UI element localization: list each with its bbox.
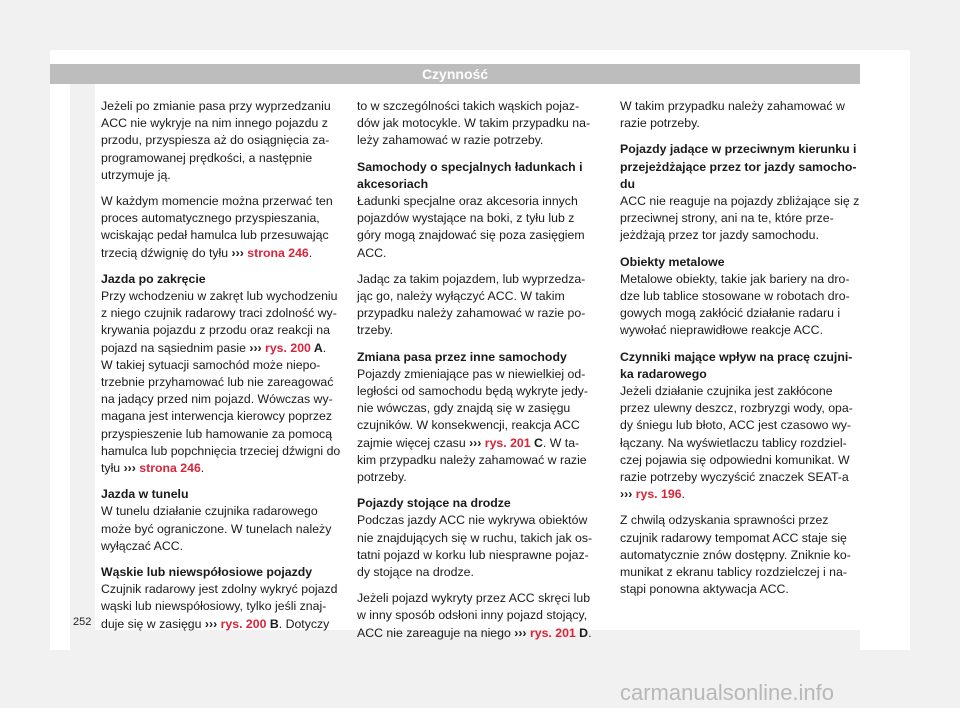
paragraph: W takim przypadku należy zahamować w razie potrzeby.	[620, 99, 845, 131]
arrow-icon: ›››	[620, 487, 633, 502]
paragraph: Przy wchodzeniu w zakręt lub wychodzeniu z niego czujnik radarowy traci zdolność wy-krywania pojazdu z przodu oraz reakcji na pojazd na sąsiednim pasie ››› rys. 200 A. W takiej sytuacji samochód może niepo-trzebnie przyhamować lub nie zareagować na jadący przed nim pojazd. Wówczas wy-magana jest interwencja kierowcy poprzez przyspieszenie lub hamowanie za pomocą hamulca lub popchnięcia trzeciej dźwigni do tyłu ››› strona 246.	[101, 289, 341, 476]
paragraph: Podczas jazdy ACC nie wykrywa obiektów nie znajdujących się w ruchu, takich jak os-tatni pojazd w korku lub niesprawne pojaz-dy stojące na drodze.	[357, 513, 593, 580]
subheading: Pojazdy stojące na drodze	[357, 496, 511, 511]
figure-reference-link[interactable]: rys. 200	[261, 340, 311, 355]
arrow-icon: ›››	[231, 245, 244, 260]
figure-reference-link[interactable]: rys. 200	[217, 616, 267, 631]
paragraph: Czujnik radarowy jest zdolny wykryć pojazd wąski lub niewspółosiowy, tylko jeśli znaj-duje się w zasięgu ››› rys. 200 B. Dotyczy	[101, 582, 338, 631]
paragraph: to w szczególności takich wąskich pojaz-dów jak motocykle. W takim przypadku na-leży zahamować w razie potrzeby.	[357, 99, 591, 148]
subheading: Jazda w tunelu	[101, 487, 189, 502]
paragraph: ACC nie reaguje na pojazdy zbliżające się z przeciwnej strony, ani na te, które prze-jeżdżają przez tor jazdy samochodu.	[620, 194, 860, 243]
paragraph: Jeżeli pojazd wykryty przez ACC skręci lub w inny sposób odsłoni inny pojazd stojący, ACC nie zareaguje na niego ››› rys. 201 D.	[357, 591, 592, 640]
paragraph: Ładunki specjalne oraz akcesoria innych pojazdów wystające na boki, z tyłu lub z góry mogą znajdować się poza zasięgiem ACC.	[357, 194, 585, 260]
section-header: Czynność	[50, 64, 860, 84]
paragraph: Jeżeli po zmianie pasa przy wyprzedzaniu ACC nie wykryje na nim innego pojazdu z przodu, przyspiesza aż do osiągnięcia za-programowanej prędkości, a następnie utrzymuje ją.	[101, 99, 331, 182]
paragraph: Pojazdy zmieniające pas w niewielkiej od-ległości od samochodu będą wykryte jedy-nie wówczas, gdy znajdą się w zasięgu czujników. W konsekwencji, reakcja ACC zajmie więcej czasu ››› rys. 201 C. W ta-kim przypadku należy zahamować w razie potrzeby.	[357, 366, 589, 485]
arrow-icon: ›››	[123, 461, 136, 476]
column-1	[101, 98, 341, 642]
paragraph: W tunelu działanie czujnika radarowego może być ograniczone. W tunelach należy wyłączać ACC.	[101, 504, 332, 553]
subheading: Jazda po zakręcie	[101, 271, 206, 286]
subheading: Wąskie lub niewspółosiowe pojazdy	[101, 565, 313, 580]
subheading: Pojazdy jadące w przeciwnym kierunku i przejeżdżające przez tor jazdy samocho-du	[620, 142, 857, 191]
subheading: Samochody o specjalnych ładunkach i akcesoriach	[357, 159, 583, 191]
arrow-icon: ›››	[469, 435, 482, 450]
arrow-icon: ›››	[514, 625, 527, 640]
arrow-icon: ›››	[249, 340, 262, 355]
watermark: carmanualsonline.info	[620, 680, 835, 705]
paragraph: Z chwilą odzyskania sprawności przez czujnik radarowy tempomat ACC staje się automatycznie znów dostępny. Zniknie ko-munikat z ekranu tablicy rozdzielczej i na-stąpi ponowna aktywacja ACC.	[620, 513, 851, 597]
column-2	[357, 98, 597, 651]
page-number: 252	[73, 616, 92, 628]
paragraph: Jadąc za takim pojazdem, lub wyprzedza-jąc go, należy wyłączyć ACC. W takim przypadku należy zahamować w razie po-trzeby.	[357, 271, 586, 338]
figure-reference-link[interactable]: rys. 201	[481, 435, 531, 450]
paragraph: Jeżeli działanie czujnika jest zakłócone przez ulewny deszcz, rozbryzgi wody, opa-dy śniegu lub błoto, ACC jest czasowo wy-łączany. Na wyświetlaczu tablicy rozdziel-czej pojawia się odpowiedni komunikat. W razie potrzeby wyczyścić znaczek SEAT-a ››› rys. 196.	[620, 384, 853, 502]
figure-reference-link[interactable]: rys. 196	[632, 487, 682, 502]
arrow-icon: ›››	[204, 616, 218, 631]
page-reference-link[interactable]: strona 246	[135, 461, 201, 476]
subheading: Obiekty metalowe	[620, 254, 725, 269]
page-reference-link[interactable]: strona 246	[243, 245, 309, 260]
subheading: Czynniki mające wpływ na pracę czujni-ka radarowego	[620, 349, 853, 381]
paragraph: W każdym momencie można przerwać ten proces automatycznego przyspieszania, wciskając pedał hamulca lub przesuwając trzecią dźwignię do tyłu ››› strona 246.	[101, 194, 333, 260]
figure-reference-link[interactable]: rys. 201	[526, 625, 576, 640]
column-3	[620, 98, 860, 607]
left-margin-bar	[70, 84, 95, 630]
subheading: Zmiana pasa przez inne samochody	[357, 349, 567, 364]
paragraph: Metalowe obiekty, takie jak bariery na dro-dze lub tablice stosowane w robotach dro-gowych mogą zakłócić działanie radaru i wywołać nieprawidłowe reakcje ACC.	[620, 271, 850, 338]
